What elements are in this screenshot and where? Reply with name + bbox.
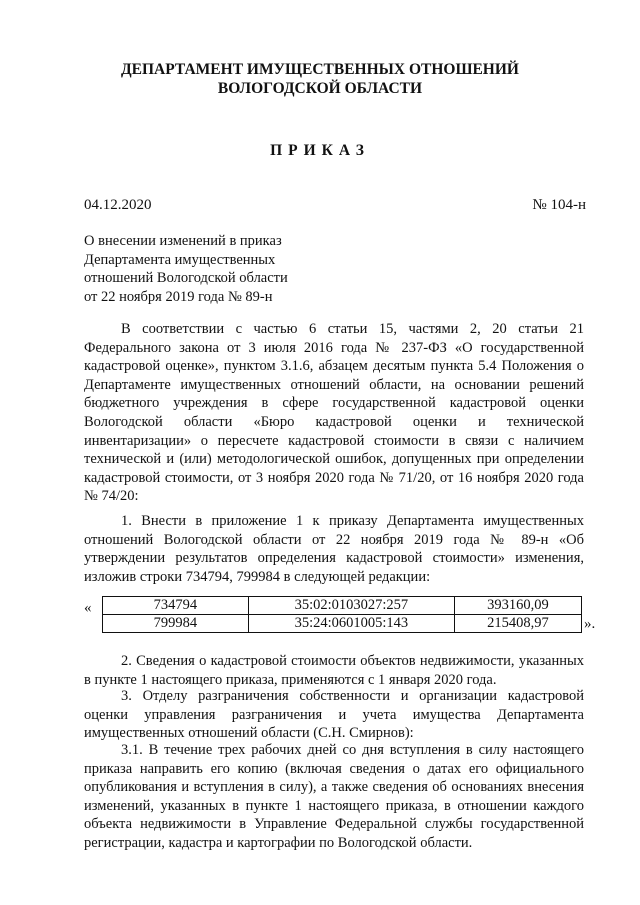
row-number-cell: 799984 <box>103 615 249 633</box>
row-number-cell: 734794 <box>103 597 249 615</box>
department-heading <box>0 60 640 98</box>
cadastral-value-cell: 393160,09 <box>454 597 581 615</box>
changes-table <box>102 596 582 633</box>
heading-line-1: ДЕПАРТАМЕНТ ИМУЩЕСТВЕННЫХ ОТНОШЕНИЙ <box>121 61 519 78</box>
cadastral-number-cell: 35:02:0103027:257 <box>248 597 454 615</box>
changes-table-block <box>84 596 604 636</box>
cadastral-value-cell: 215408,97 <box>454 615 581 633</box>
opening-quote: « <box>84 600 92 616</box>
table-row <box>103 597 582 615</box>
closing-quote: ». <box>584 616 596 632</box>
item-3-1-paragraph: 3.1. В течение трех рабочих дней со дня вступления в силу настоящего приказа направить его копию (включая сведения о датах его официального опубликования и вступления в силу), а также сведения об основаниях внесения изменений, указанных в пункте 1 настоящего приказа, в отношении каждого объекта недвижимости в Управление Федеральной службы государственной регистрации, кадастра и картографии по Вологодской области. <box>84 742 584 851</box>
table-row <box>103 615 582 633</box>
order-number: № 104-н <box>532 197 586 213</box>
item-1-paragraph: 1. Внести в приложение 1 к приказу Департамента имущественных отношений Вологодской области от 22 ноября 2019 года № 89-н «Об утверждении результатов определения кадастровой стоимости» изменения, изложив строки 734794, 799984 в следующей редакции: <box>84 513 584 585</box>
item-3-paragraph: 3. Отделу разграничения собственности и организации кадастровой оценки управления разграничения и учета имущества Департамента имущественных отношений области (С.Н. Смирнов): <box>84 688 584 742</box>
order-title: ПРИКАЗ <box>270 142 370 159</box>
cadastral-number-cell: 35:24:0601005:143 <box>248 615 454 633</box>
subject-line: Департамента имущественных <box>84 251 276 268</box>
order-date: 04.12.2020 <box>84 197 152 213</box>
subject-line: отношений Вологодской области <box>84 270 288 286</box>
preamble-paragraph: В соответствии с частью 6 статьи 15, частями 2, 20 статьи 21 Федерального закона от 3 июля 2016 года № 237-ФЗ «О государственной кадастровой оценке», пунктом 3.1.6, абзацем десятым пункта 5.4 Положения о Департаменте имущественных отношений области, на основании решений бюджетного учреждения в сфере государственной кадастровой оценки Вологодской области «Бюро кадастровой оценки и технической инвентаризации» о пересчете кадастровой стоимости в связи с наличием технической и (или) методологической ошибок, допущенных при определении кадастровой стоимости, от 3 ноября 2020 года № 71/20, от 16 ноября 2020 года № 74/20: <box>84 321 584 505</box>
heading-line-2: ВОЛОГОДСКОЙ ОБЛАСТИ <box>217 80 423 97</box>
subject-line: от 22 ноября 2019 года № 89-н <box>84 288 273 305</box>
subject-line: О внесении изменений в приказ <box>84 233 282 249</box>
order-subject <box>84 232 288 306</box>
item-2-paragraph: 2. Сведения о кадастровой стоимости объектов недвижимости, указанных в пункте 1 настоящего приказа, применяются с 1 января 2020 года. <box>84 653 584 688</box>
